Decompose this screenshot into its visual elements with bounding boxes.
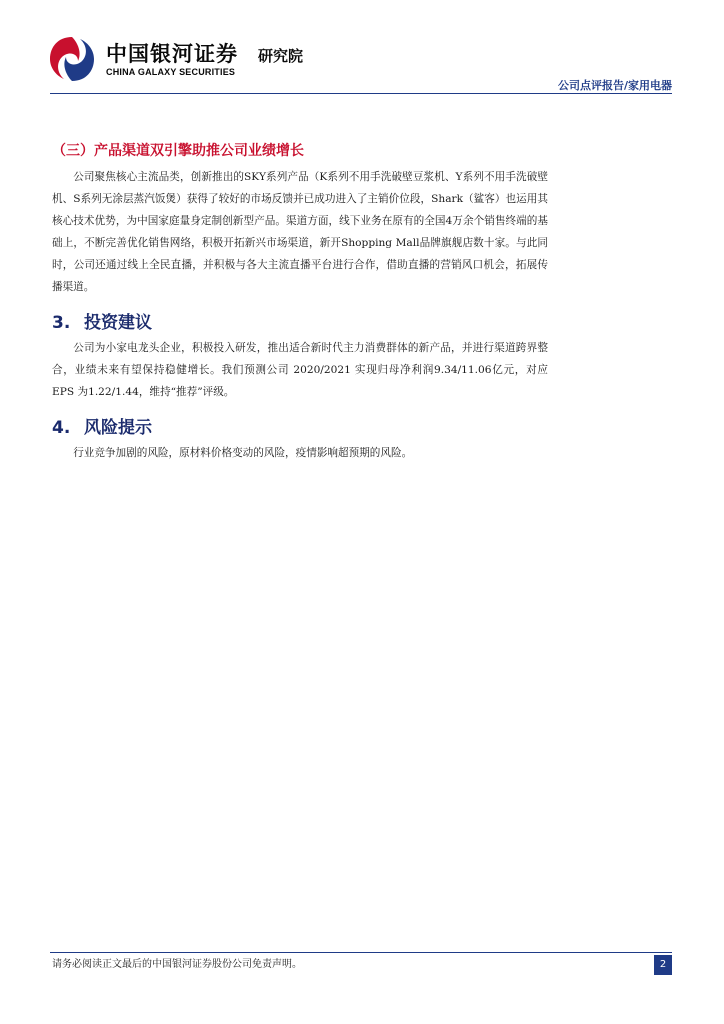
subsection-paragraph: 公司聚焦核心主流品类，创新推出的SKY系列产品（K系列不用手洗破壁豆浆机、Y系列不用手洗破壁机、S系列无涂层蒸汽饭煲）获得了较好的市场反馈并已成功进入了主销价位段，Shark（鲨客）也运用其核心技术优势，为中国家庭量身定制创新型产品。渠道方面，线下业务在原有的全国4万余个销售终端的基础上，不断完善优化销售网络，积极开拓新兴市场渠道，新开Shopping Mall品牌旗舰店数十家。与此同时，公司还通过线上全民直播，并积极与各大主流直播平台进行合作，借助直播的营销风口机会，拓展传播渠道。 [52, 171, 548, 293]
footer-disclaimer: 请务必阅读正文最后的中国银河证券股份公司免责声明。 [52, 959, 302, 970]
investment-paragraph: 公司为小家电龙头企业，积极投入研发，推出适合新时代主力消费群体的新产品，并进行渠道跨界整合，业绩未来有望保持稳健增长。我们预测公司 2020/2021 实现归母净利润9.34/11.06亿元，对应 EPS 为1.22/1.44，维持“推荐”评级。 [52, 342, 548, 398]
section-heading-risk [52, 413, 548, 438]
section-title: 投资建议 [84, 313, 152, 333]
section-number: 4. [52, 418, 71, 438]
company-logo [44, 32, 314, 86]
page-number: 2 [654, 955, 672, 975]
main-content [52, 140, 548, 464]
logo-institute-name: 研究院 [258, 47, 304, 65]
logo-english-name: CHINA GALAXY SECURITIES [106, 67, 236, 77]
header-divider [50, 93, 672, 94]
galaxy-logo-icon [48, 35, 96, 83]
page-header [0, 0, 724, 96]
footer-divider [50, 952, 672, 953]
section-heading-investment [52, 308, 548, 333]
section-number: 3. [52, 313, 71, 333]
report-type: 公司点评报告/家用电器 [557, 79, 672, 92]
logo-chinese-name: 中国银河证券 [106, 42, 238, 66]
subsection-heading: （三）产品渠道双引擎助推公司业绩增长 [52, 143, 304, 159]
risk-paragraph: 行业竞争加剧的风险，原材料价格变动的风险，疫情影响超预期的风险。 [73, 447, 413, 459]
section-title: 风险提示 [84, 418, 152, 438]
